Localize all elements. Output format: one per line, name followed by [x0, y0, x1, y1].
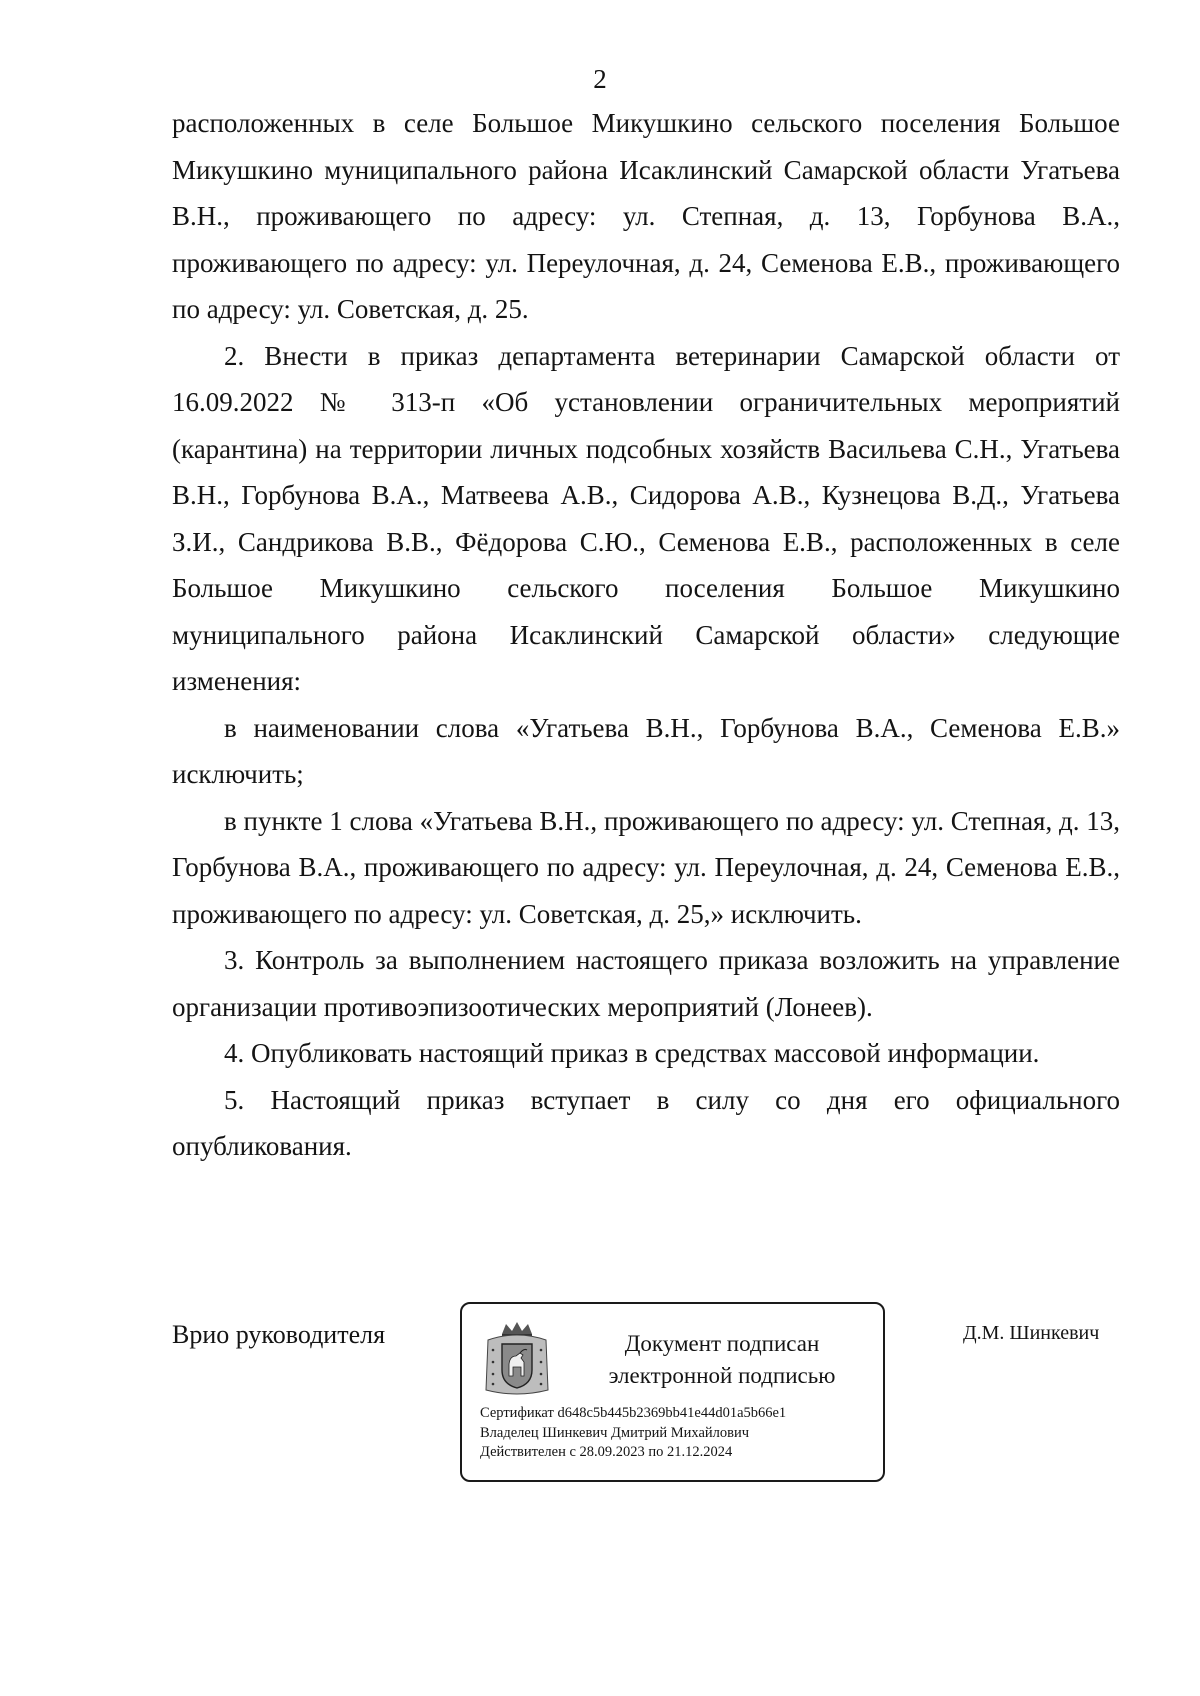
samara-coat-of-arms-icon: [482, 1320, 552, 1398]
certificate-owner: Владелец Шинкевич Дмитрий Михайлович: [480, 1424, 750, 1441]
electronic-signature-stamp: [460, 1302, 885, 1482]
stamp-heading: [572, 1328, 872, 1392]
certificate-validity: Действителен с 28.09.2023 по 21.12.2024: [480, 1444, 733, 1460]
paragraph-item-4: 4. Опубликовать настоящий приказ в средствах массовой информации.: [224, 1038, 1040, 1068]
signatory-name: Д.М. Шинкевич: [963, 1322, 1100, 1344]
order-body: [172, 100, 1120, 1170]
paragraph-item-5: 5. Настоящий приказ вступает в силу со дня его официального опубликования.: [172, 1084, 1120, 1161]
stamp-heading-line-2: электронной подписью: [608, 1363, 836, 1388]
paragraph-address-continuation: расположенных в селе Большое Микушкино сельского поселения Большое Микушкино муниципального района Исаклинский Самарской области Угатьева В.Н., проживающего по адресу: ул. Степная, д. 13, Горбунова В.А., проживающего по адресу: ул. Переулочная, д. 24, Семенова Е.В., проживающего по адресу: ул. Советская, д. 25.: [172, 108, 1120, 324]
stamp-details: [480, 1404, 875, 1463]
signatory-position: Врио руководителя: [172, 1320, 386, 1349]
page-number: 2: [593, 64, 607, 94]
certificate-number: Сертификат d648c5b445b2369bb41e44d01a5b66e1: [480, 1405, 787, 1421]
paragraph-item-3: 3. Контроль за выполнением настоящего приказа возложить на управление организации противоэпизоотических мероприятий (Лонеев).: [172, 945, 1120, 1022]
paragraph-amendment-item-1: в пункте 1 слова «Угатьева В.Н., проживающего по адресу: ул. Степная, д. 13, Горбунова В.А., проживающего по адресу: ул. Переулочная, д. 24, Семенова Е.В., проживающего по адресу: ул. Советская, д. 25,» исключить.: [172, 805, 1120, 929]
paragraph-amendment-title: в наименовании слова «Угатьева В.Н., Горбунова В.А., Семенова Е.В.» исключить;: [172, 712, 1120, 789]
stamp-heading-line-1: Документ подписан: [624, 1331, 820, 1356]
paragraph-item-2: 2. Внести в приказ департамента ветеринарии Самарской области от 16.09.2022 № 313-п «Об установлении ограничительных мероприятий (карантина) на территории личных подсобных хозяйств Васильева С.Н., Угатьева В.Н., Горбунова В.А., Матвеева А.В., Сидорова А.В., Кузнецова В.Д., Угатьева З.И., Сандрикова В.В., Фёдорова С.Ю., Семенова Е.В., расположенных в селе Большое Микушкино сельского поселения Большое Микушкино муниципального района Исаклинский Самарской области» следующие изменения:: [172, 340, 1120, 696]
